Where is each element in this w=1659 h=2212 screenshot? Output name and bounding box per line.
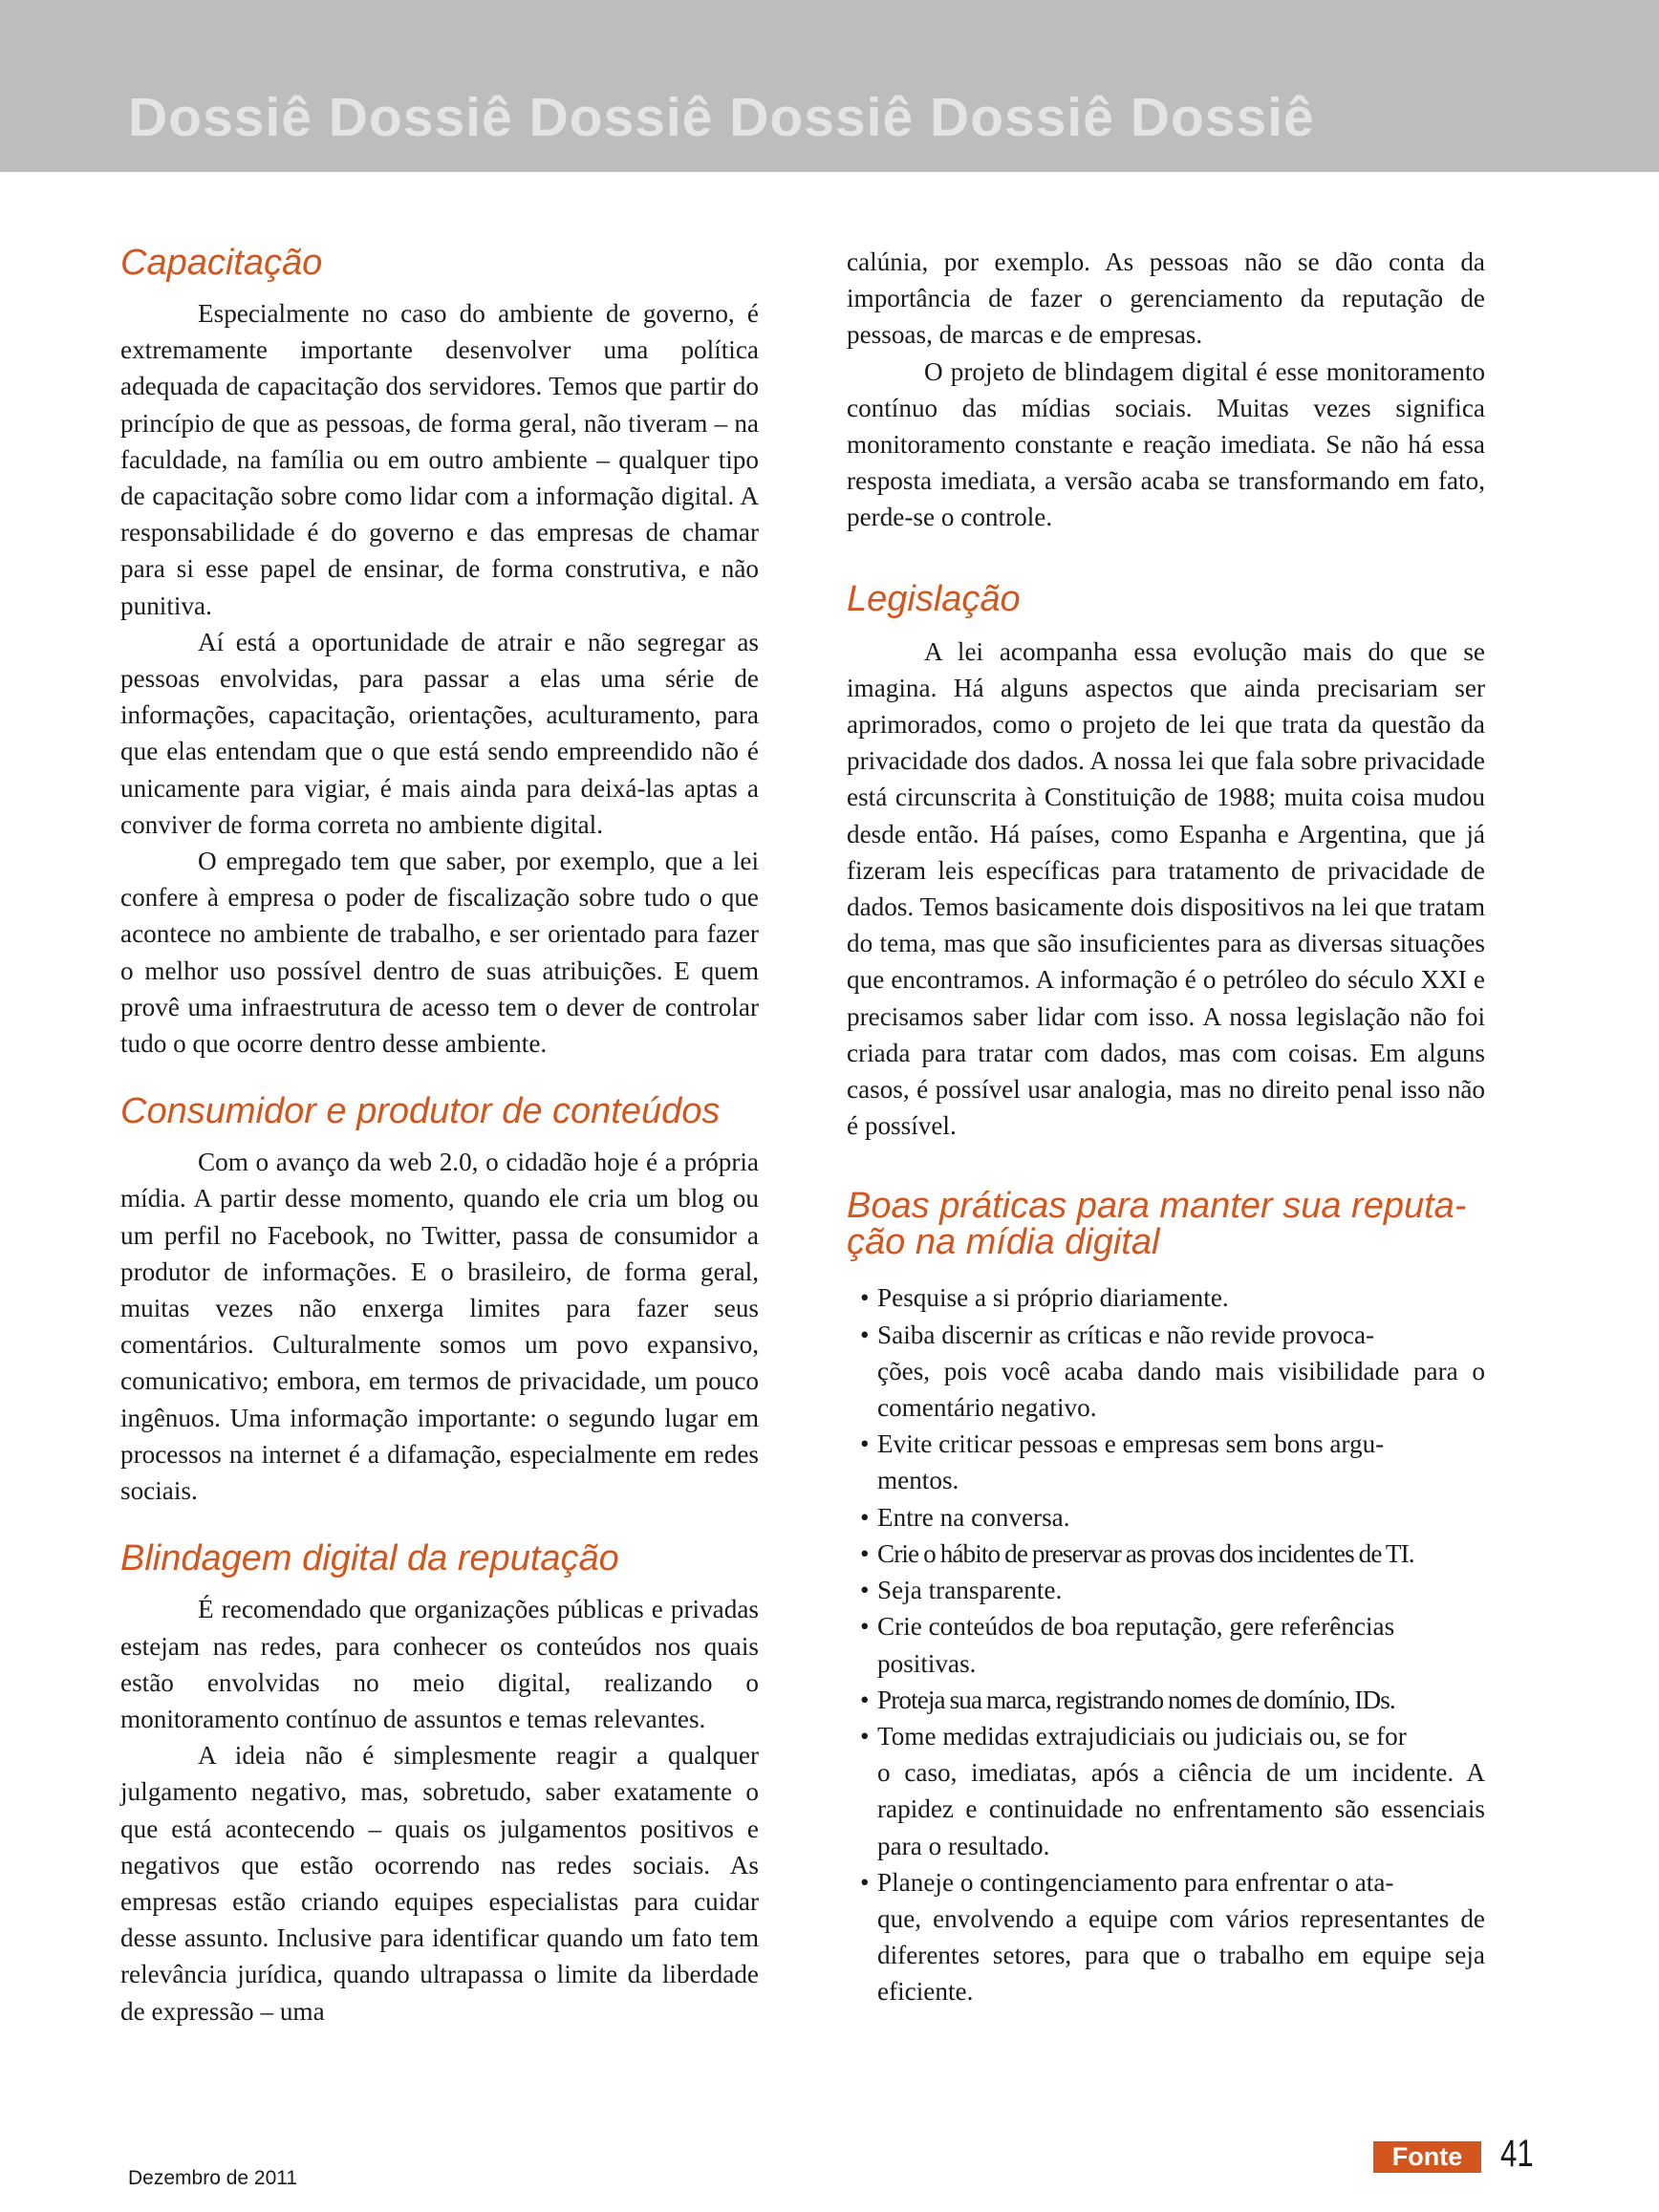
right-column xyxy=(847,244,1485,2010)
banner-title: Dossiê Dossiê Dossiê Dossiê Dossiê Dossiê xyxy=(128,87,1315,148)
item-text: Tome medidas extrajudiciais ou judiciais ou, se for xyxy=(877,1721,1407,1750)
list-item xyxy=(860,1499,1485,1536)
paragraph: Com o avanço da web 2.0, o cidadão hoje é a própria mídia. A partir desse momento, quando ele cria um blog ou um perfil no Facebook, no Twitter, passa de consumidor a produtor de informações. E o brasileiro, de forma geral, muitas vezes não enxerga limites para fazer seus comentários. Culturalmente somos um povo expansivo, comunicativo; embora, em termos de privacidade, um pouco ingênuos. Uma informação importante: o segundo lugar em processos na internet é a difamação, especialmente em redes sociais. xyxy=(120,1148,759,1506)
list-item xyxy=(860,1279,1485,1316)
brand-logo xyxy=(1373,2141,1481,2173)
paragraph: É recomendado que organizações públicas e privadas estejam nas redes, para conhecer os conteúdos nos quais estão envolvidas no meio digital, realizando o monitoramento contínuo de assuntos e temas relevantes. xyxy=(120,1595,759,1733)
list-item xyxy=(860,1864,1485,2010)
paragraph: A ideia não é simplesmente reagir a qualquer julgamento negativo, mas, sobretudo, saber exatamente o que está acontecendo – quais os julgamentos positivos e negativos que estão ocorrendo nas redes sociais. As empresas estão criando equipes especialistas para cuidar desse assunto. Inclusive para identificar quando um fato tem relevância jurídica, quando ultrapassa o limite da liberdade de expressão – uma xyxy=(120,1741,759,2026)
list-item xyxy=(860,1682,1485,1718)
list-item xyxy=(860,1608,1485,1681)
bullet-icon: • xyxy=(860,1867,870,1897)
bullet-icon: • xyxy=(860,1320,870,1349)
bullet-icon: • xyxy=(860,1576,870,1605)
list-item xyxy=(860,1536,1485,1572)
brand-name: Fonte xyxy=(1391,2142,1463,2171)
item-text: Saiba discernir as críticas e não revide provoca- xyxy=(877,1320,1375,1349)
heading-line: Boas práticas para manter sua reputa- xyxy=(847,1186,1467,1227)
bullet-icon: • xyxy=(860,1685,869,1714)
paragraph: Especialmente no caso do ambiente de governo, é extremamente importante desenvolver uma política adequada de capacitação dos servidores. Temos que partir do princípio de que as pessoas, de forma geral, não tiveram – na faculdade, na família ou em outro ambiente – qualquer tipo de capacitação sobre como lidar com a informação digital. A responsabilidade é do governo e das empresas de chamar para si esse papel de ensinar, de forma construtiva, e não punitiva. xyxy=(120,299,759,620)
item-text-continued: positivas. xyxy=(877,1648,977,1678)
left-column xyxy=(120,244,759,2029)
bullet-icon: • xyxy=(860,1283,870,1313)
paragraph: O projeto de blindagem digital é esse monitoramento contínuo das mídias sociais. Muitas vezes significa monitoramento constante e reação imediata. Se não há essa resposta imediata, a versão acaba se transformando em fato, perde-se o controle. xyxy=(847,356,1485,532)
paragraph: Aí está a oportunidade de atrair e não segregar as pessoas envolvidas, para passar a elas uma série de informações, capacitação, orientações, aculturamento, para que elas entendam que o que está sendo empreendido não é unicamente para vigiar, é mais ainda para deixá-las aptas a conviver de forma correta no ambiente digital. xyxy=(120,627,759,839)
item-text: Crie o hábito de preservar as provas dos incidentes de TI. xyxy=(877,1538,1414,1568)
header-banner xyxy=(0,0,1659,172)
paragraph-continuation: calúnia, por exemplo. As pessoas não se dão conta da importância de fazer o gerenciamento da reputação de pessoas, de marcas e de empresas. xyxy=(847,247,1485,350)
list-item xyxy=(860,1718,1485,1864)
bullet-icon: • xyxy=(860,1502,870,1532)
item-text: Entre na conversa. xyxy=(877,1502,1070,1532)
heading-consumidor: Consumidor e produtor de conteúdos xyxy=(120,1091,721,1132)
tips-list xyxy=(847,1279,1485,2009)
bullet-icon: • xyxy=(860,1721,870,1750)
heading-capacitacao: Capacitação xyxy=(120,243,323,283)
item-text-continued: mentos. xyxy=(877,1466,959,1495)
page-number: 41 xyxy=(1500,2133,1534,2175)
heading-boas-praticas xyxy=(847,1186,1485,1263)
footer-date: Dezembro de 2011 xyxy=(128,2167,298,2189)
paragraph: O empregado tem que saber, por exemplo, que a lei confere à empresa o poder de fiscalização sobre tudo o que acontece no ambiente de trabalho, e ser orientado para fazer o melhor uso possível dentro de suas atribuições. E quem provê uma infraestrutura de acesso tem o dever de controlar tudo o que ocorre dentro desse ambiente. xyxy=(120,847,759,1059)
item-text: Proteja sua marca, registrando nomes de domínio, IDs. xyxy=(877,1685,1395,1714)
list-item xyxy=(860,1572,1485,1608)
paragraph: A lei acompanha essa evolução mais do que se imagina. Há alguns aspectos que ainda precisariam ser aprimorados, como o projeto de lei que trata da questão da privacidade dos dados. A nossa lei que fala sobre privacidade está circunscrita à Constituição de 1988; muita coisa mudou desde então. Há países, como Espanha e Argentina, que já fizeram leis específicas para tratamento de privacidade de dados. Temos basicamente dois dispositivos na lei que tratam do tema, mas que são insuficientes para as diversas situações que encontramos. A informação é o petróleo do século XXI e precisamos saber lidar com isso. A nossa legislação não foi criada para tratar com dados, mas com coisas. Em alguns casos, é possível usar analogia, mas no direito penal isso não é possível. xyxy=(847,636,1485,1141)
item-text: Crie conteúdos de boa reputação, gere referências xyxy=(877,1612,1395,1642)
item-text: Pesquise a si próprio diariamente. xyxy=(877,1283,1229,1313)
list-item xyxy=(860,1426,1485,1498)
heading-legislacao: Legislação xyxy=(847,578,1021,619)
bullet-icon: • xyxy=(860,1612,870,1642)
bullet-icon: • xyxy=(860,1429,870,1459)
item-text-continued: ções, pois você acaba dando mais visibilidade para o comentário negativo. xyxy=(877,1356,1485,1423)
item-text-continued: que, envolvendo a equipe com vários representantes de diferentes setores, para que o trabalho em equipe seja eficiente. xyxy=(877,1903,1485,2007)
item-text-continued: o caso, imediatas, após a ciência de um incidente. A rapidez e continuidade no enfrentamento são essenciais para o resultado. xyxy=(877,1758,1485,1860)
item-text: Planeje o contingenciamento para enfrentar o ata- xyxy=(877,1867,1394,1897)
item-text: Evite criticar pessoas e empresas sem bons argu- xyxy=(877,1429,1385,1459)
bullet-icon: • xyxy=(860,1538,869,1568)
list-item xyxy=(860,1317,1485,1427)
heading-line: ção na mídia digital xyxy=(847,1222,1160,1263)
item-text: Seja transparente. xyxy=(877,1576,1063,1605)
heading-blindagem: Blindagem digital da reputação xyxy=(120,1538,619,1579)
